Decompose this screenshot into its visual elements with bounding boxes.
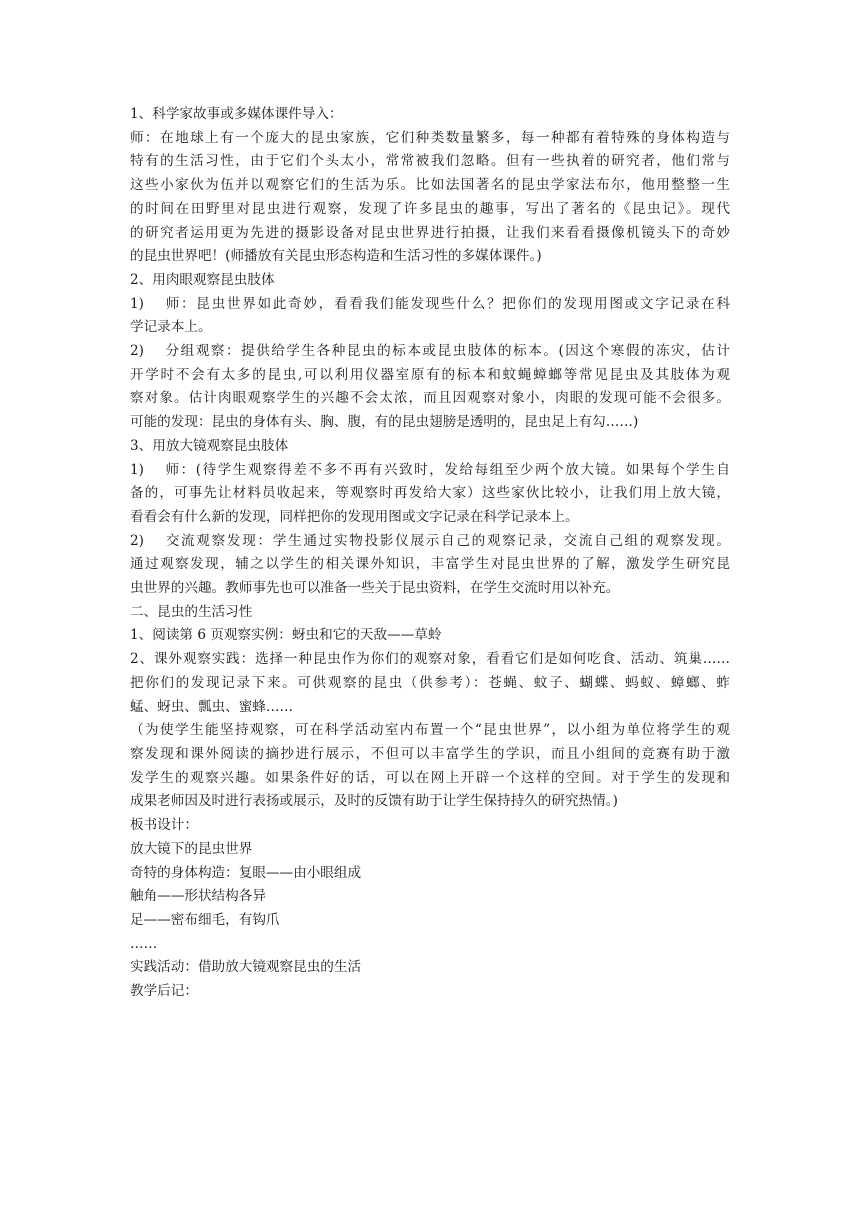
text-line <box>130 696 730 720</box>
list-number: 2) <box>130 532 144 549</box>
line-text: 的研究者运用更为先进的摄影设备对昆虫世界进行拍摄，让我们来看看摄像机镜头下的奇妙 <box>130 224 730 241</box>
line-text: 看看会有什么新的发现，同样把你的发现用图或文字记录在科学记录本上。 <box>130 508 579 525</box>
text-line <box>130 103 730 127</box>
text-line <box>130 885 730 909</box>
text-line <box>130 506 730 530</box>
line-text: 足——密布细毛，有钩爪 <box>130 911 280 928</box>
text-line <box>130 269 730 293</box>
line-text: 这些小家伙为伍并以观察它们的生活为乐。比如法国著名的昆虫学家法布尔，他用整整一生 <box>130 177 730 194</box>
text-line <box>130 459 730 483</box>
line-text: 察对象。估计肉眼观察学生的兴趣不会太浓，而且因观察对象小，肉眼的发现可能不会很多。 <box>130 390 730 407</box>
line-text: 发学生的观察兴趣。如果条件好的话，可以在网上开辟一个这样的空间。对于学生的发现和 <box>130 769 730 786</box>
line-text: 教学后记： <box>130 983 198 1000</box>
text-line <box>130 293 730 317</box>
text-line <box>130 364 730 388</box>
list-number: 1) <box>130 295 144 312</box>
text-line <box>130 933 730 957</box>
line-text: 察发现和课外阅读的摘抄进行展示，不但可以丰富学生的学识，而且小组间的竞赛有助于激 <box>130 745 730 762</box>
list-number: 1) <box>130 461 144 478</box>
line-text: 1、阅读第 6 页观察实例：蚜虫和它的天敌——草蛉 <box>130 627 442 644</box>
text-line <box>130 411 730 435</box>
text-line <box>130 340 730 364</box>
line-text: 放大镜下的昆虫世界 <box>130 840 253 857</box>
text-line <box>130 553 730 577</box>
line-text: 奇特的身体构造：复眼——由小眼组成 <box>130 864 362 881</box>
line-text: 板书设计： <box>130 817 198 834</box>
line-text: 开学时不会有太多的昆虫,可以利用仪器室原有的标本和蚊蝇蟑螂等常见昆虫及其肢体为观 <box>130 366 730 383</box>
line-text: 师：(待学生观察得差不多不再有兴致时，发给每组至少两个放大镜。如果每个学生自 <box>164 461 730 478</box>
text-line <box>130 909 730 933</box>
line-text: 二、昆虫的生活习性 <box>130 603 253 620</box>
line-text: 2、用肉眼观察昆虫肢体 <box>130 271 275 288</box>
line-text: 虫世界的兴趣。教师事先也可以准备一些关于昆虫资料，在学生交流时用以补充。 <box>130 580 620 597</box>
line-text: 备的，可事先让材料员收起来，等观察时再发给大家）这些家伙比较小，让我们用上放大镜， <box>130 485 730 502</box>
text-line <box>130 790 730 814</box>
text-line <box>130 719 730 743</box>
line-text: 触角——形状结构各异 <box>130 888 266 905</box>
text-line <box>130 601 730 625</box>
line-text: 学记录本上。 <box>130 319 212 336</box>
text-line <box>130 387 730 411</box>
text-line <box>130 767 730 791</box>
text-line <box>130 956 730 980</box>
line-text: 师：昆虫世界如此奇妙，看看我们能发现些什么？把你们的发现用图或文字记录在科 <box>164 295 730 312</box>
line-text: 2、课外观察实践：选择一种昆虫作为你们的观察对象，看看它们是如何吃食、活动、筑巢…… <box>130 651 730 668</box>
line-text: 师：在地球上有一个庞大的昆虫家族，它们种类数量繁多，每一种都有着特殊的身体构造与 <box>130 129 730 146</box>
line-text: 通过观察发现，辅之以学生的相关课外知识，丰富学生对昆虫世界的了解，激发学生研究昆 <box>130 556 730 573</box>
list-number: 2) <box>130 343 144 360</box>
text-line <box>130 980 730 1004</box>
line-text: 的昆虫世界吧！(师播放有关昆虫形态构造和生活习性的多媒体课件。) <box>130 248 542 265</box>
line-text: 把你们的发现记录下来。可供观察的昆虫（供参考）：苍蝇、蚊子、蝴蝶、蚂蚁、蟑螂、蚱 <box>130 674 730 691</box>
text-line <box>130 530 730 554</box>
text-line <box>130 174 730 198</box>
text-line <box>130 482 730 506</box>
text-line <box>130 838 730 862</box>
line-text: 特有的生活习性，由于它们个头太小，常常被我们忽略。但有一些执着的研究者，他们常与 <box>130 153 730 170</box>
text-line <box>130 648 730 672</box>
text-line <box>130 862 730 886</box>
text-line <box>130 577 730 601</box>
line-text: …… <box>130 935 158 952</box>
text-line <box>130 150 730 174</box>
line-text: （为使学生能坚持观察，可在科学活动室内布置一个“昆虫世界”，以小组为单位将学生的观 <box>130 722 730 739</box>
text-line <box>130 435 730 459</box>
line-text: 实践活动：借助放大镜观察昆虫的生活 <box>130 959 362 976</box>
line-text: 的时间在田野里对昆虫进行观察，发现了许多昆虫的趣事，写出了著名的《昆虫记》。现代 <box>130 200 730 217</box>
line-text: 可能的发现：昆虫的身体有头、胸、腹，有的昆虫翅膀是透明的，昆虫足上有勾……) <box>130 414 639 431</box>
line-text: 1、科学家故事或多媒体课件导入： <box>130 106 343 122</box>
document-page <box>130 103 730 1004</box>
line-text: 蜢、蚜虫、瓢虫、蜜蜂…… <box>130 698 294 715</box>
text-line <box>130 316 730 340</box>
text-line <box>130 222 730 246</box>
text-line <box>130 743 730 767</box>
text-line <box>130 198 730 222</box>
text-line <box>130 672 730 696</box>
text-line <box>130 127 730 151</box>
line-text: 3、用放大镜观察昆虫肢体 <box>130 437 289 454</box>
text-line <box>130 814 730 838</box>
text-line <box>130 624 730 648</box>
line-text: 分组观察：提供给学生各种昆虫的标本或昆虫肢体的标本。(因这个寒假的冻灾，估计 <box>164 343 730 360</box>
line-text: 交流观察发现：学生通过实物投影仪展示自己的观察记录，交流自己组的观察发现。 <box>164 532 730 549</box>
line-text: 成果老师因及时进行表扬或展示，及时的反馈有助于让学生保持持久的研究热情。) <box>130 793 618 810</box>
text-line <box>130 245 730 269</box>
